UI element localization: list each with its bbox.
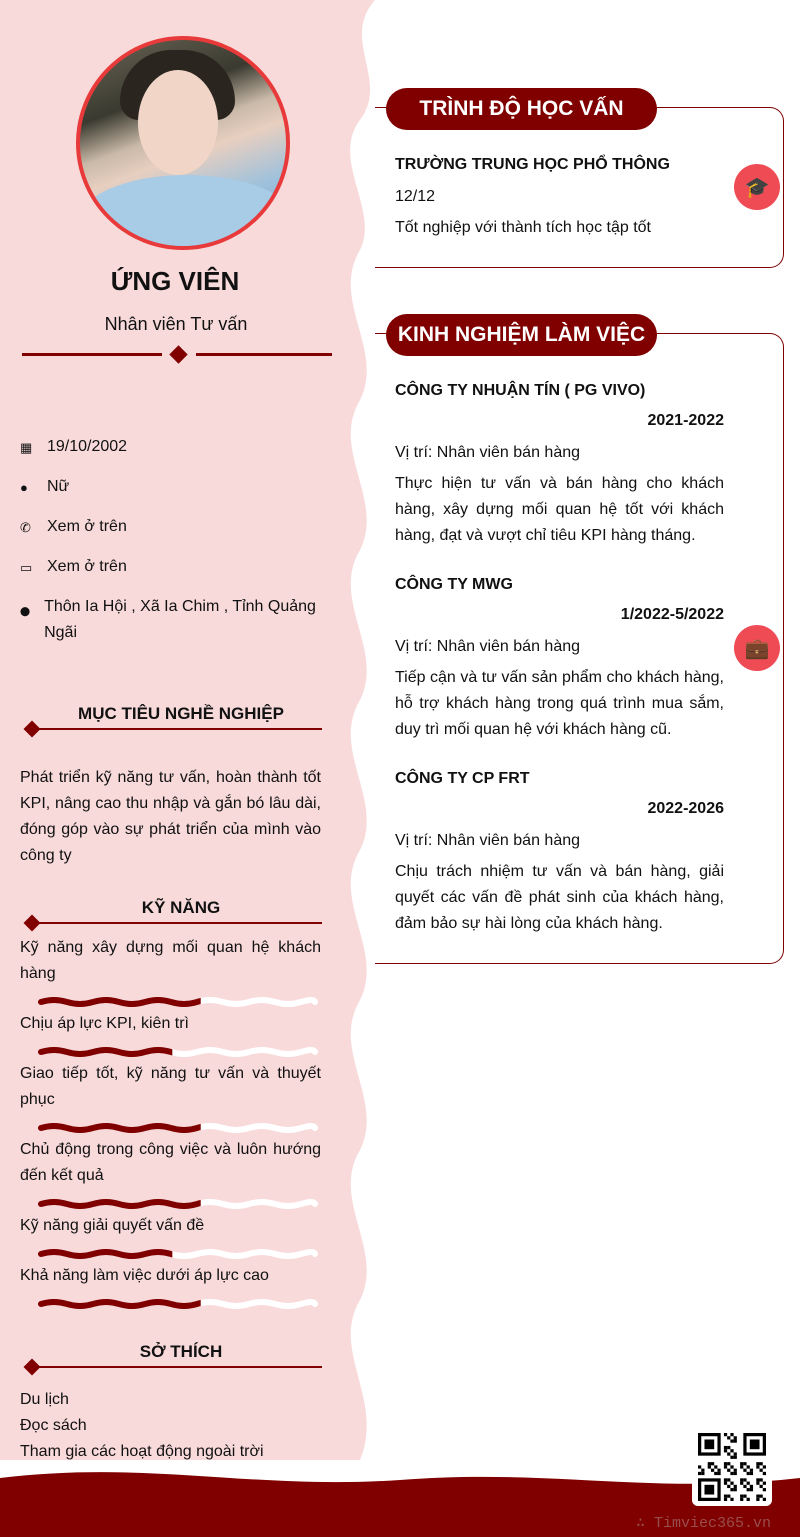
skill-level-bar [36,1199,320,1209]
work-position: Vị trí: Nhân viên bán hàng [395,444,581,461]
school-name: TRƯỜNG TRUNG HỌC PHỔ THÔNG [395,156,670,173]
education-box [375,107,784,268]
hobby-item: Du lịch [20,1391,69,1408]
info-text: Xem ở trên [47,518,127,535]
skill-name: Chịu áp lực KPI, kiên trì [20,1015,189,1032]
divider [22,353,162,356]
info-email [20,554,320,581]
hobby-item: Tham gia các hoạt động ngoài trời [20,1443,264,1460]
brand-watermark: ∴ Timviec365.vn [636,1515,772,1532]
user-icon: ● [20,480,28,495]
company-name: CÔNG TY CP FRT [395,770,530,787]
skill-level-bar [36,1299,320,1309]
info-text: Thôn Ia Hội , Xã Ia Chim , Tỉnh Quảng Ngãi [44,598,316,641]
work-description: Chịu trách nhiệm tư vấn và bán hàng, giải quyết các vấn đề phát sinh của khách hàng, đảm bảo sự hài lòng của khách hàng. [395,863,724,932]
hobby-item: Đọc sách [20,1417,87,1434]
work-position: Vị trí: Nhân viên bán hàng [395,638,581,655]
skill-level-bar [36,1249,320,1259]
work-position: Vị trí: Nhân viên bán hàng [395,832,581,849]
skill-name: Chủ động trong công việc và luôn hướng đến kết quả [20,1141,321,1184]
company-name: CÔNG TY NHUẬN TÍN ( PG VIVO) [395,382,646,399]
work-description: Thực hiện tư vấn và bán hàng cho khách hàng, xây dựng mối quan hệ tốt với khách hàng, đạt và vượt chỉ tiêu KPI hàng tháng. [395,475,724,544]
graduation-cap-icon: 🎓 [734,164,780,210]
skill-name: Kỹ năng giải quyết vấn đề [20,1217,205,1234]
email-icon: ▭ [20,560,33,575]
section-heading-experience: KINH NGHIỆM LÀM VIỆC [386,314,657,356]
info-birthdate [20,434,320,461]
work-period: 2021-2022 [647,412,724,429]
section-heading-education: TRÌNH ĐỘ HỌC VẤN [386,88,657,130]
qr-code [692,1428,772,1506]
skill-level-bar [36,997,320,1007]
briefcase-icon: 💼 [734,625,780,671]
section-heading-skills: KỸ NĂNG [20,898,322,924]
education-note: Tốt nghiệp với thành tích học tập tốt [395,219,651,236]
section-heading-hobbies: SỞ THÍCH [20,1342,322,1368]
objective-text: Phát triển kỹ năng tư vấn, hoàn thành tốt KPI, nâng cao thu nhập và gắn bó lâu dài, đóng góp vào sự phát triển của mình vào công ty [20,769,321,864]
section-heading-objective: MỤC TIÊU NGHỀ NGHIỆP [20,704,322,730]
info-address [20,594,320,646]
map-marker-icon: ⬤ [20,606,31,616]
skill-name: Giao tiếp tốt, kỹ năng tư vấn và thuyết phục [20,1065,321,1108]
education-grade: 12/12 [395,188,436,205]
info-gender [20,474,320,501]
info-phone [20,514,320,541]
candidate-name: ỨNG VIÊN [110,266,240,296]
avatar [76,36,290,250]
calendar-icon: ▦ [20,440,33,455]
divider [196,353,332,356]
company-name: CÔNG TY MWG [395,576,513,593]
work-period: 2022-2026 [647,800,724,817]
work-description: Tiếp cận và tư vấn sản phẩm cho khách hàng, hỗ trợ khách hàng trong quá trình mua sắm, duy trì mối quan hệ với khách hàng cũ. [395,669,724,738]
skill-level-bar [36,1123,320,1133]
work-period: 1/2022-5/2022 [620,606,724,623]
info-text: Xem ở trên [47,558,127,575]
skill-level-bar [36,1047,320,1057]
info-text: Nữ [47,478,70,495]
skill-name: Khả năng làm việc dưới áp lực cao [20,1267,269,1284]
candidate-title: Nhân viên Tư vấn [104,314,248,334]
info-text: 19/10/2002 [47,438,128,455]
skill-name: Kỹ năng xây dựng mối quan hệ khách hàng [20,939,321,982]
phone-icon: ✆ [20,520,31,535]
